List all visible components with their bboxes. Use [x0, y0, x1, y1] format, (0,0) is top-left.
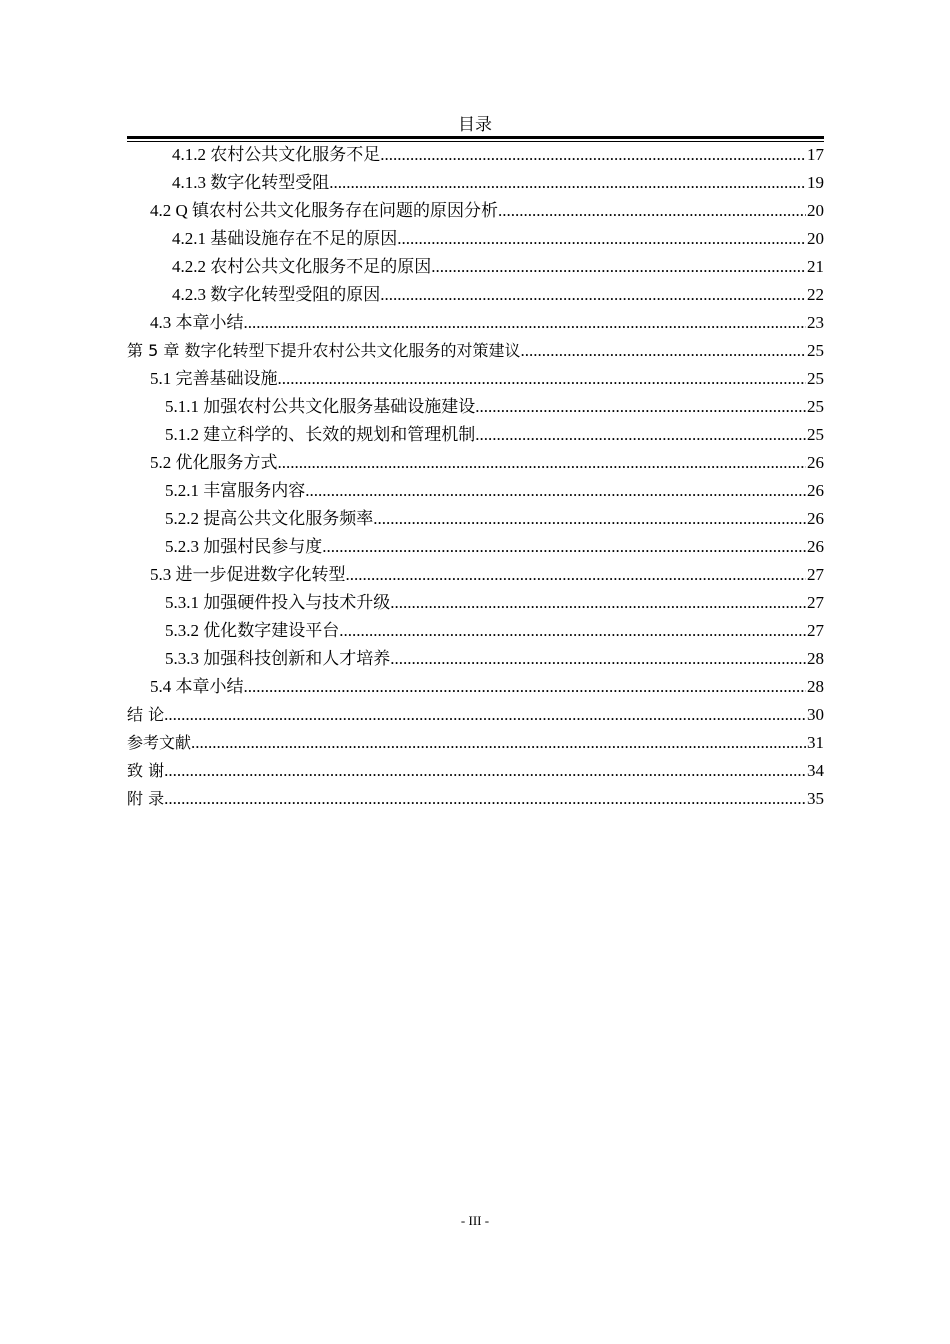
- toc-dot-leader: [475, 421, 806, 449]
- toc-entry-label: 5.3.1 加强硬件投入与技术升级: [165, 593, 391, 612]
- toc-entry-page-number: 25: [807, 369, 824, 388]
- toc-entry[interactable]: [127, 673, 824, 701]
- toc-dot-leader: [322, 533, 806, 561]
- toc-dot-leader: [244, 309, 807, 337]
- toc-entry-page-number: 26: [807, 537, 824, 556]
- toc-entry[interactable]: [127, 309, 824, 337]
- toc-entry-label: 5.4 本章小结: [150, 677, 244, 696]
- toc-dot-leader: [498, 197, 806, 225]
- toc-entry[interactable]: [127, 253, 824, 281]
- toc-dot-leader: [329, 169, 806, 197]
- toc-entry-label: 5.1.1 加强农村公共文化服务基础设施建设: [165, 397, 476, 416]
- toc-entry-label: 4.2.2 农村公共文化服务不足的原因: [172, 257, 432, 276]
- toc-entry[interactable]: [127, 617, 824, 645]
- toc-entry-page-number: 28: [807, 649, 824, 668]
- toc-entry[interactable]: [127, 701, 824, 729]
- page-header-title: 目录: [458, 115, 492, 134]
- toc-dot-leader: [339, 617, 806, 645]
- toc-entry-label: 5.3.3 加强科技创新和人才培养: [165, 649, 391, 668]
- toc-dot-leader: [397, 225, 806, 253]
- toc-entry[interactable]: [127, 729, 824, 757]
- toc-entry[interactable]: [127, 449, 824, 477]
- toc-dot-leader: [373, 505, 806, 533]
- toc-dot-leader: [380, 141, 806, 169]
- toc-entry-page-number: 23: [807, 313, 824, 332]
- toc-entry-page-number: 25: [807, 341, 824, 360]
- header-rule-thick: [127, 136, 824, 139]
- toc-entry-label: 4.3 本章小结: [150, 313, 244, 332]
- toc-entry-page-number: 27: [807, 621, 824, 640]
- toc-dot-leader: [520, 337, 806, 365]
- toc-dot-leader: [278, 449, 807, 477]
- toc-entry[interactable]: [127, 785, 824, 813]
- toc-entry-page-number: 35: [807, 789, 824, 808]
- toc-entry-page-number: 21: [807, 257, 824, 276]
- toc-dot-leader: [164, 701, 806, 729]
- toc-entry[interactable]: [127, 365, 824, 393]
- toc-entry-label: 参考文献: [127, 733, 192, 752]
- toc-dot-leader: [164, 757, 806, 785]
- toc-entry-label: 5.3.2 优化数字建设平台: [165, 621, 340, 640]
- toc-entry-label: 5.2.3 加强村民参与度: [165, 537, 323, 556]
- toc-dot-leader: [164, 785, 806, 813]
- toc-dot-leader: [431, 253, 806, 281]
- toc-entry[interactable]: [127, 589, 824, 617]
- toc-entry[interactable]: [127, 197, 824, 225]
- toc-entry-page-number: 30: [807, 705, 824, 724]
- toc-entry[interactable]: [127, 757, 824, 785]
- toc-entry[interactable]: [127, 533, 824, 561]
- toc-entry-page-number: 20: [807, 201, 824, 220]
- toc-entry-page-number: 26: [807, 481, 824, 500]
- table-of-contents: [127, 141, 824, 813]
- toc-entry-page-number: 26: [807, 453, 824, 472]
- toc-dot-leader: [380, 281, 806, 309]
- toc-entry-label: 5.1 完善基础设施: [150, 369, 278, 388]
- toc-entry-page-number: 27: [807, 593, 824, 612]
- toc-entry-label: 4.2.3 数字化转型受阻的原因: [172, 285, 381, 304]
- toc-entry-page-number: 25: [807, 425, 824, 444]
- toc-dot-leader: [475, 393, 806, 421]
- toc-entry-label: 5.2.2 提高公共文化服务频率: [165, 509, 374, 528]
- toc-entry-label: 第 5 章 数字化转型下提升农村公共文化服务的对策建议: [127, 341, 521, 360]
- toc-entry[interactable]: [127, 505, 824, 533]
- toc-entry[interactable]: [127, 393, 824, 421]
- toc-entry[interactable]: [127, 225, 824, 253]
- toc-entry-label: 结 论: [127, 705, 165, 724]
- toc-entry-page-number: 22: [807, 285, 824, 304]
- toc-entry-label: 4.1.3 数字化转型受阻: [172, 173, 330, 192]
- toc-dot-leader: [305, 477, 806, 505]
- toc-entry[interactable]: [127, 141, 824, 169]
- toc-entry-label: 致 谢: [127, 761, 165, 780]
- toc-entry[interactable]: [127, 421, 824, 449]
- toc-dot-leader: [346, 561, 807, 589]
- toc-entry-label: 4.2.1 基础设施存在不足的原因: [172, 229, 398, 248]
- toc-entry-page-number: 25: [807, 397, 824, 416]
- toc-entry[interactable]: [127, 281, 824, 309]
- toc-entry-page-number: 27: [807, 565, 824, 584]
- page-number: - III -: [460, 1213, 490, 1228]
- toc-dot-leader: [390, 589, 806, 617]
- toc-entry-page-number: 26: [807, 509, 824, 528]
- toc-entry-page-number: 17: [807, 145, 824, 164]
- toc-entry-label: 附 录: [127, 789, 165, 808]
- toc-entry[interactable]: [127, 169, 824, 197]
- toc-dot-leader: [390, 645, 806, 673]
- toc-entry[interactable]: [127, 645, 824, 673]
- toc-entry-page-number: 34: [807, 761, 824, 780]
- toc-entry-label: 5.2 优化服务方式: [150, 453, 278, 472]
- toc-entry-page-number: 19: [807, 173, 824, 192]
- toc-entry-label: 5.2.1 丰富服务内容: [165, 481, 306, 500]
- toc-dot-leader: [278, 365, 807, 393]
- toc-entry-label: 5.3 进一步促进数字化转型: [150, 565, 346, 584]
- toc-dot-leader: [244, 673, 807, 701]
- toc-entry-page-number: 20: [807, 229, 824, 248]
- toc-entry[interactable]: [127, 477, 824, 505]
- toc-entry-label: 4.2 Q 镇农村公共文化服务存在问题的原因分析: [150, 201, 499, 220]
- toc-entry-page-number: 31: [807, 733, 824, 752]
- toc-entry[interactable]: [127, 337, 824, 365]
- toc-entry-label: 5.1.2 建立科学的、长效的规划和管理机制: [165, 425, 476, 444]
- toc-entry-page-number: 28: [807, 677, 824, 696]
- toc-entry[interactable]: [127, 561, 824, 589]
- toc-entry-label: 4.1.2 农村公共文化服务不足: [172, 145, 381, 164]
- toc-dot-leader: [191, 729, 806, 757]
